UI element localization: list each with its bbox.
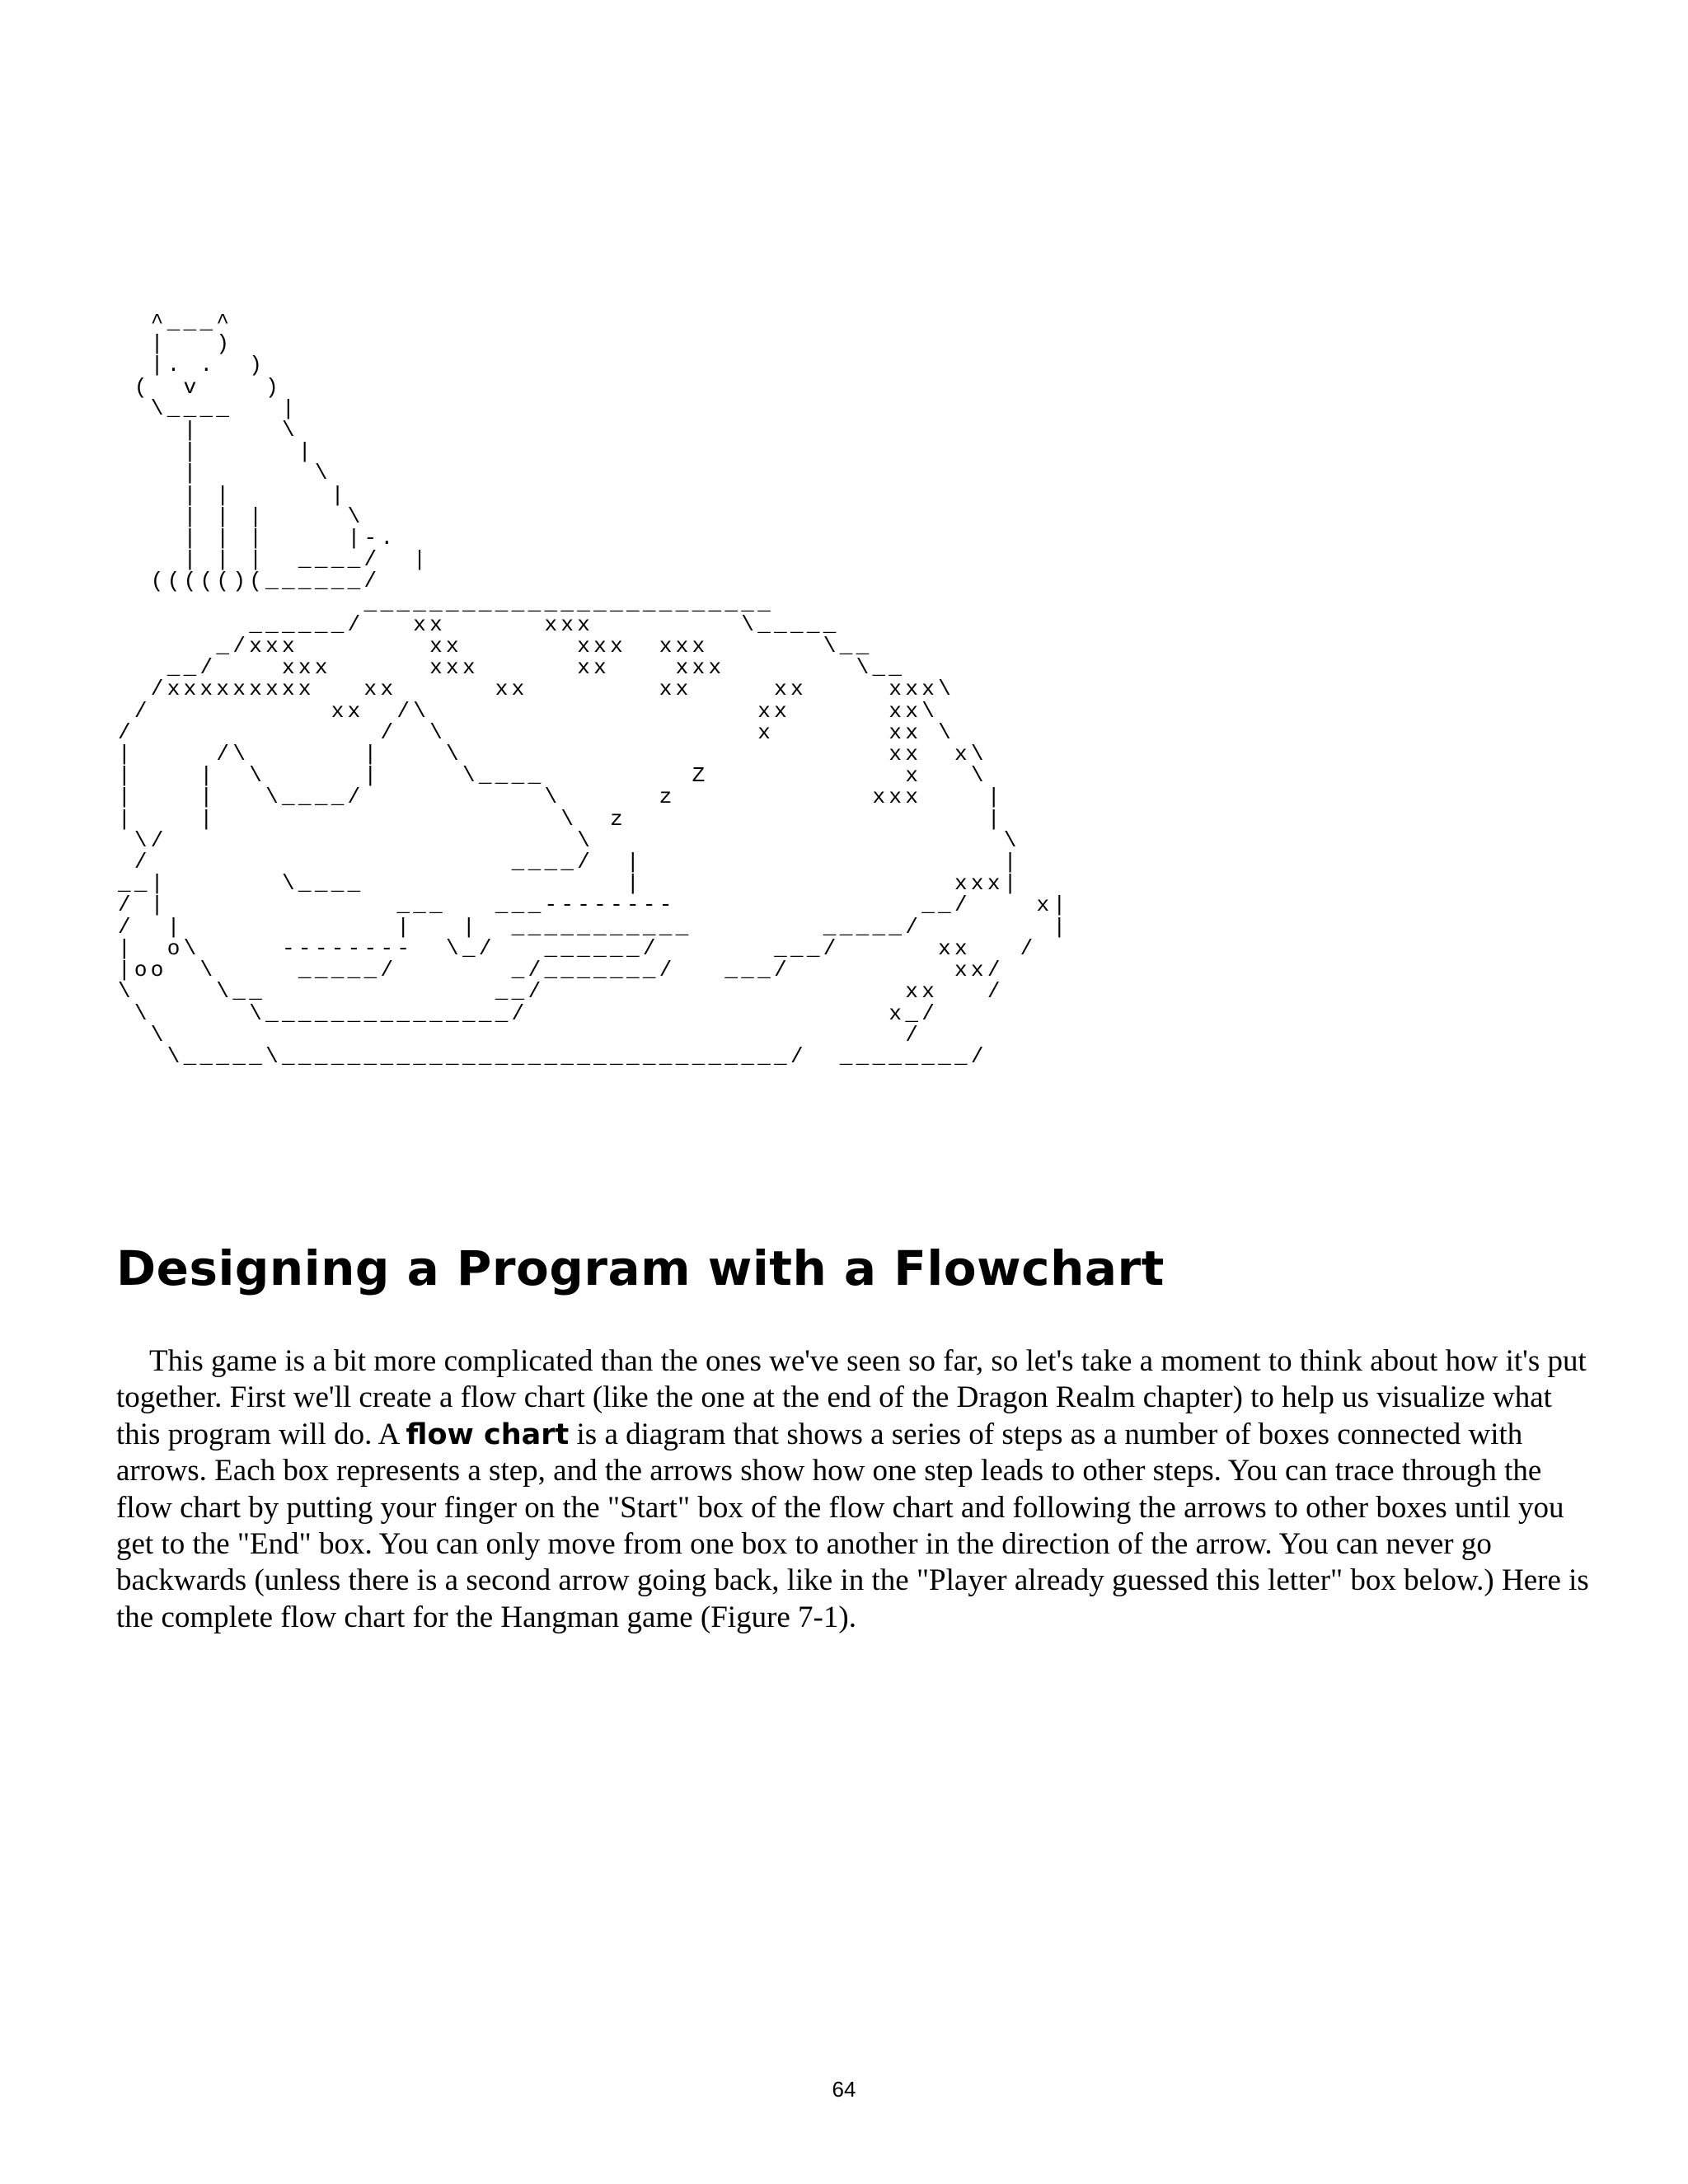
body-paragraph (116, 1343, 1600, 1636)
ascii-art-cat-and-sleeping-dragon: ^___^ | ) |. . ) ( v ) \____ | | \ | | | \ | | | | | | \ | | | |-. | | | ____/ | ((((()(______/ _________________________ ______/ xx xxx \_____ _/xxx xx xxx xxx \__ __/ xxx xxx xx xxx \__ /xxxxxxxxx xx xx xx xx xxx\ / xx /\ xx xx\ / / \ x xx \ | /\ | \ xx x\ | | \ | \____ Z x \ | | \____/ \ z xxx | | | \ z | \/ \ \ / ____/ | | __| \____ | xxx| / | ___ ___-------- __/ x| / | | | ___________ _____/ | | o\ -------- \_/ ______/ ___/ xx / |oo \ _____/ _/_______/ ___/ xx/ \ \__ __/ xx / \ \_______________/ x_/ \ / \_____\_______________________________/ ________/ (118, 310, 1070, 1069)
paragraph-text-after-term: is a diagram that shows a series of steps as a number of boxes connected with arrows. Each box represents a step, and the arrows show how one step leads to other steps. You can trace through the flow chart by putting your finger on the "Start" box of the flow chart and following the arrows to other boxes until you get to the "End" box. You can only move from one box to another in the direction of the arrow. You can never go backwards (unless there is a second arrow going back, like in the "Player already guessed this letter" box below.) Here is the complete flow chart for the Hangman game (Figure 7-1). (116, 1417, 1589, 1634)
section-heading: Designing a Program with a Flowchart (116, 1240, 1165, 1296)
defined-term: flow chart (406, 1418, 570, 1451)
paragraph-text-before-term: This game is a bit more complicated than the ones we've seen so far, so let's take a moment to think about how it's put together. First we'll create a flow chart (like the one at the end of the Dragon Realm chapter) to help us visualize what this program will do. A (116, 1344, 1587, 1451)
page-number: 64 (832, 2077, 856, 2102)
